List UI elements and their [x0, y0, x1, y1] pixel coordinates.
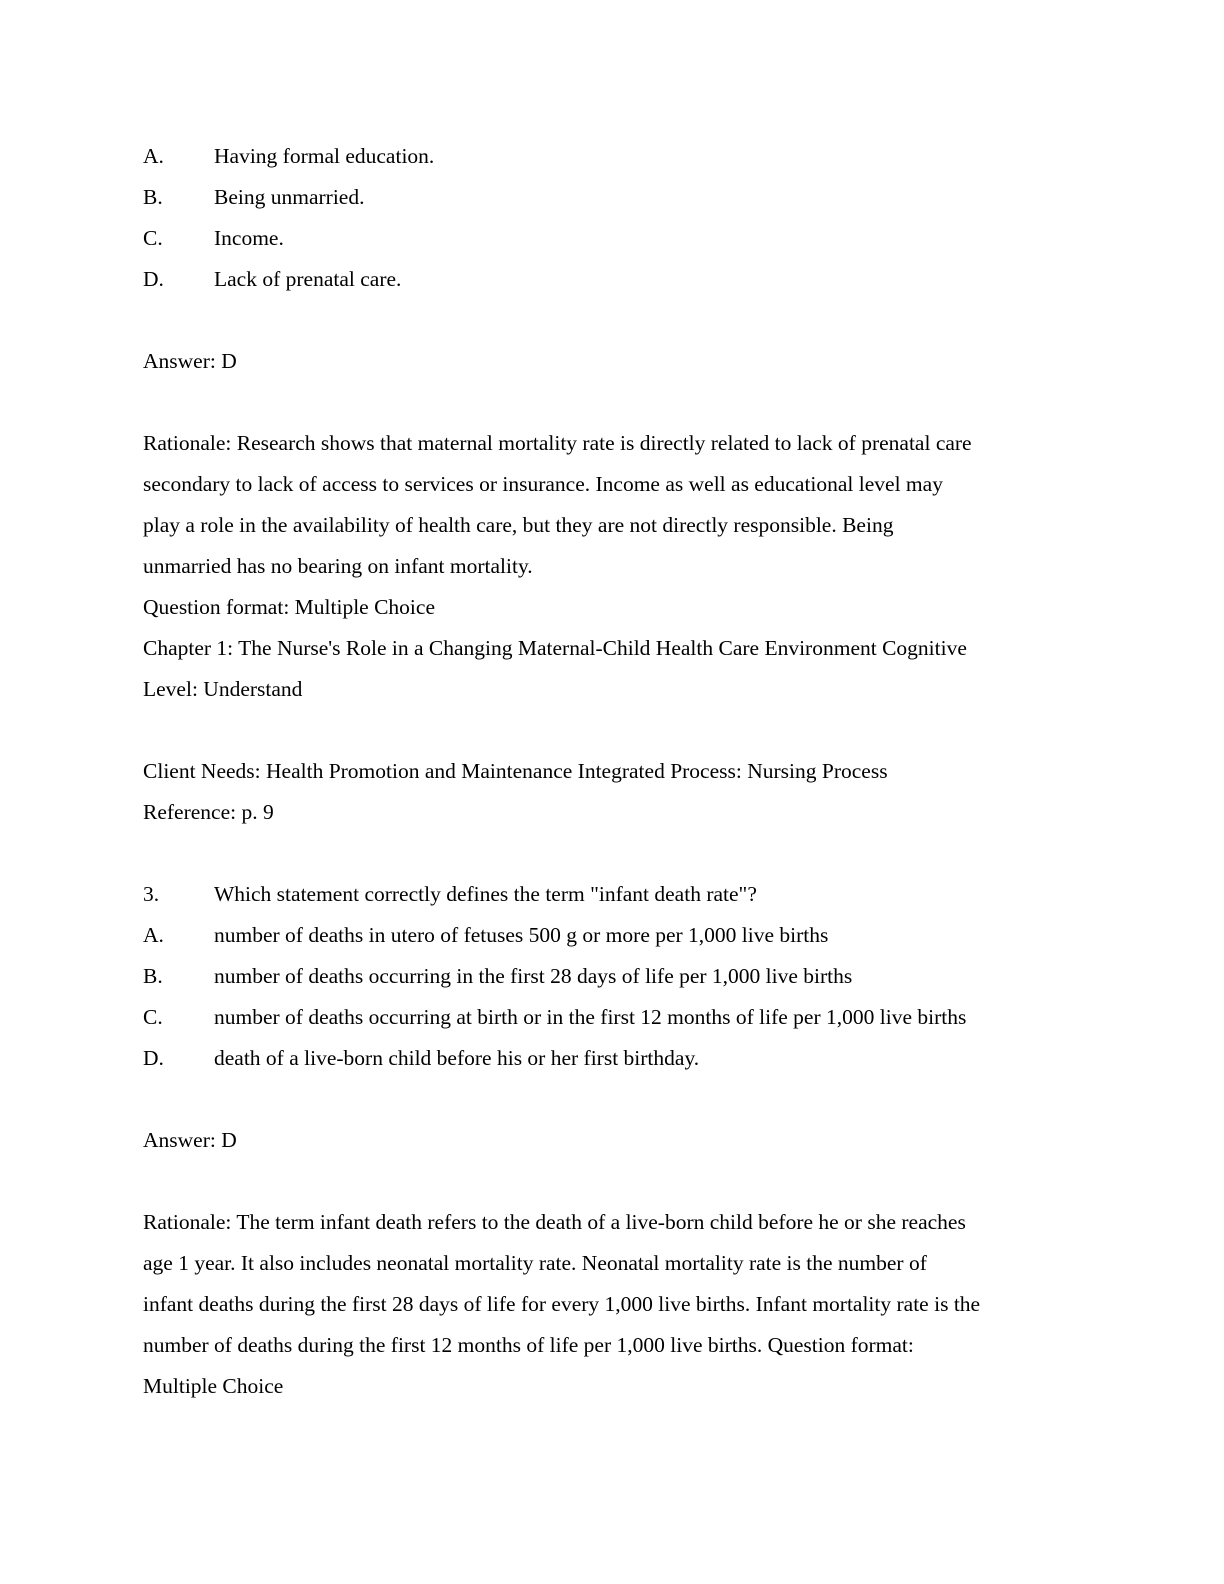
option-text: death of a live-born child before his or her first birthday. — [214, 1046, 700, 1070]
q2-rationale-line-4: unmarried has no bearing on infant mortality. — [143, 554, 533, 578]
option-letter: A. — [143, 144, 164, 168]
option-letter: C. — [143, 226, 163, 250]
option-letter: D. — [143, 1046, 164, 1070]
q2-answer: Answer: D — [143, 349, 237, 373]
q2-rationale-line-2: secondary to lack of access to services or insurance. Income as well as educational level may — [143, 472, 943, 496]
q2-rationale-line-1: Rationale: Research shows that maternal mortality rate is directly related to lack of prenatal care — [143, 431, 972, 455]
q2-question-format: Question format: Multiple Choice — [143, 595, 435, 619]
q2-client-needs: Client Needs: Health Promotion and Maintenance Integrated Process: Nursing Process — [143, 759, 888, 783]
option-text: number of deaths occurring in the first 28 days of life per 1,000 live births — [214, 964, 853, 988]
q2-chapter-line-1: Chapter 1: The Nurse's Role in a Changing Maternal-Child Health Care Environment Cognitive — [143, 636, 967, 660]
q2-chapter-line-2: Level: Understand — [143, 677, 303, 701]
option-text: number of deaths in utero of fetuses 500 g or more per 1,000 live births — [214, 923, 829, 947]
option-text: number of deaths occurring at birth or in the first 12 months of life per 1,000 live births — [214, 1005, 967, 1029]
question-number: 3. — [143, 882, 160, 906]
q3-rationale-line-2: age 1 year. It also includes neonatal mortality rate. Neonatal mortality rate is the number of — [143, 1251, 927, 1275]
option-letter: C. — [143, 1005, 163, 1029]
option-letter: D. — [143, 267, 164, 291]
q3-answer: Answer: D — [143, 1128, 237, 1152]
q3-rationale-line-1: Rationale: The term infant death refers to the death of a live-born child before he or she reaches — [143, 1210, 966, 1234]
option-text: Lack of prenatal care. — [214, 267, 402, 291]
q2-reference: Reference: p. 9 — [143, 800, 274, 824]
q3-rationale-line-4: number of deaths during the first 12 months of life per 1,000 live births. Question format: — [143, 1333, 914, 1357]
question-stem-text: Which statement correctly defines the term "infant death rate"? — [214, 882, 757, 906]
option-letter: B. — [143, 964, 163, 988]
q3-rationale-line-5: Multiple Choice — [143, 1374, 284, 1398]
option-text: Being unmarried. — [214, 185, 365, 209]
q2-rationale-line-3: play a role in the availability of health care, but they are not directly responsible. Being — [143, 513, 894, 537]
option-text: Having formal education. — [214, 144, 435, 168]
option-letter: A. — [143, 923, 164, 947]
option-letter: B. — [143, 185, 163, 209]
q3-rationale-line-3: infant deaths during the first 28 days of life for every 1,000 live births. Infant mortality rate is the — [143, 1292, 981, 1316]
option-text: Income. — [214, 226, 284, 250]
